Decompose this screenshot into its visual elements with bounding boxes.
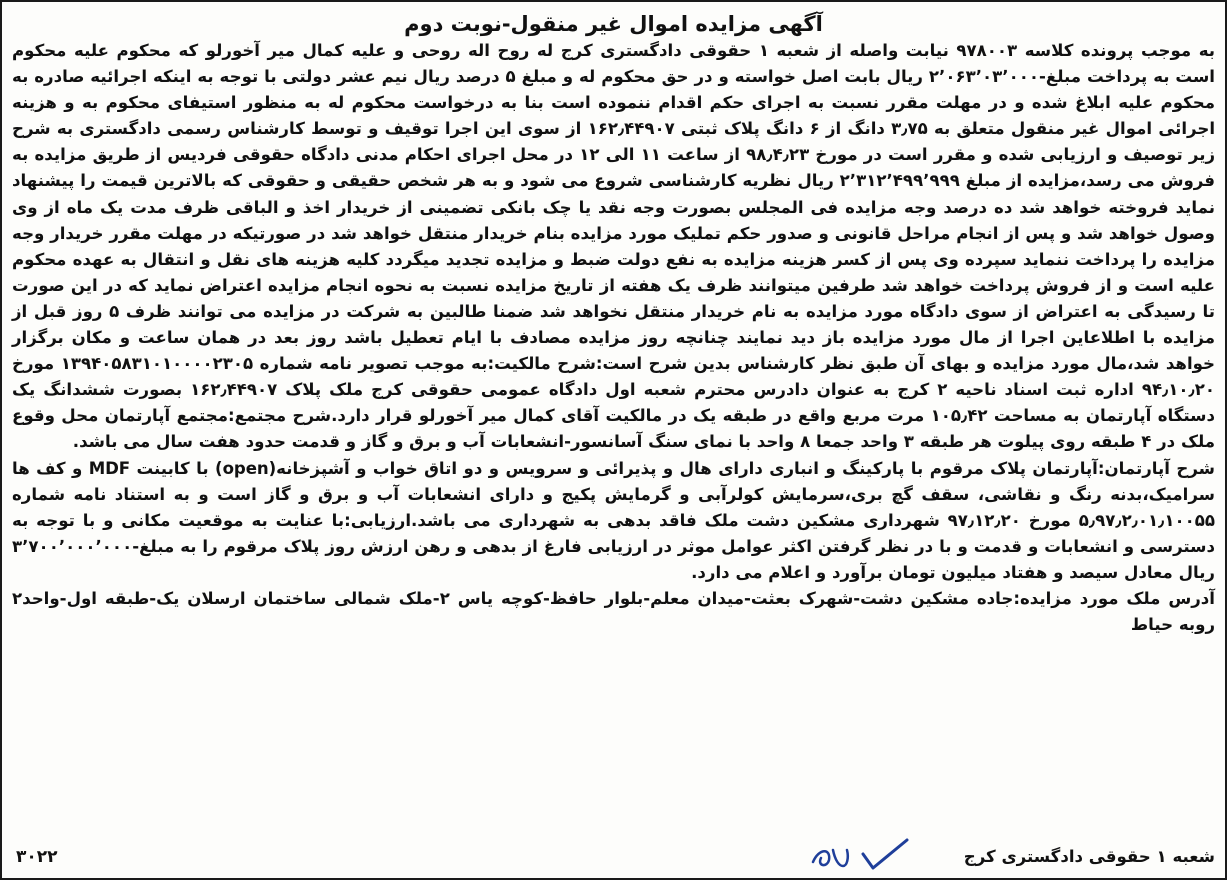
notice-paragraph-address: آدرس ملک مورد مزایده:جاده مشکین دشت-شهرک بعثت-میدان معلم-بلوار حافظ-کوچه یاس ۲-ملک شمالی ساختمان ارسلان یک-طبقه اول-واحد۲ روبه حیاط	[12, 588, 1215, 635]
notice-code: ۳۰۲۲	[16, 847, 58, 867]
notice-footer	[12, 842, 1215, 872]
issuer-label: شعبه ۱ حقوقی دادگستری کرج	[963, 847, 1215, 866]
signature-mark	[805, 836, 915, 872]
notice-body	[2, 38, 1225, 638]
notice-paragraph-apartment: شرح آپارتمان:آپارتمان پلاک مرقوم با پارکینگ و انباری دارای هال و پذیرائی و سرویس و دو اتاق خواب و آشپزخانه(open) با کابینت MDF و کف ها سرامیک،بدنه رنگ و نقاشی، سقف گچ بری،سرمایش کولرآبی و گرمایش پکیج و دارای انشعابات آب و برق و گاز است و به استناد نامه شماره ۵٫۹۷٫۲٫۰۱٫۱۰۰۵۵ مورخ ۹۷٫۱۲٫۲۰ شهرداری مشکین دشت ملک فاقد بدهی به شهرداری می باشد.ارزیابی:با عنایت به موقعیت مکانی و با توجه به دسترسی و انشعابات و قدمت و با در نظر گرفتن اکثر عوامل موثر در ارزیابی فارغ از بدهی و رهن ارزش روز پلاک مرقوم را به مبلغ-۳٬۷۰۰٬۰۰۰٬۰۰۰ ریال معادل سیصد و هفتاد میلیون تومان برآورد و اعلام می دارد.	[12, 458, 1215, 582]
notice-paragraph-main: به موجب پرونده کلاسه ۹۷۸۰۰۳ نیابت واصله از شعبه ۱ حقوقی دادگستری کرج له روح اله روحی و علیه کمال میر آخورلو که محکوم علیه محکوم است به پرداخت مبلغ-۲٬۰۶۳٬۰۳٬۰۰۰ ریال بابت اصل خواسته و در حق محکوم له و مبلغ ۵ درصد ریال نیم عشر دولتی با توجه به اینکه اجرائیه صادره به محکوم علیه ابلاغ شده و در مهلت مقرر نسبت به اجرای حکم اقدام ننموده است بنا به درخواست محکوم له به منظور استیفای محکوم به و هزینه اجرائی اموال غیر منقول متعلق به ۳٫۷۵ دانگ از ۶ دانگ پلاک ثبتی ۱۶۲٫۴۴۹۰۷ از سوی این اجرا توقیف و توسط کارشناس رسمی دادگستری به شرح زیر توصیف و ارزیابی شده و مقرر است در مورخ ۹۸٫۴٫۲۳ از ساعت ۱۱ الی ۱۲ در محل اجرای احکام مدنی دادگاه حقوقی فردیس از طریق مزایده به فروش می رسد،مزایده از مبلغ ۲٬۳۱۲٬۴۹۹٬۹۹۹ ریال نظریه کارشناسی شروع می شود و به هر شخص حقیقی و حقوقی که بالاترین قیمت را پیشنهاد نماید فروخته خواهد شد ده درصد وجه مزایده فی المجلس بصورت وجه نقد یا چک بانکی تضمینی از خریدار اخذ و الباقی ظرف مدت یک ماه از وی وصول خواهد شد و پس از انجام مراحل قانونی و صدور حکم تملیک مورد مزایده بنام خریدار منتقل خواهد شد در صورتیکه در مهلت مقرر خریدار وجه مزایده را پرداخت ننماید سپرده وی پس از کسر هزینه مزایده به نفع دولت ضبط و مزایده تجدید میگردد کلیه هزینه های نقل و انتقال به عهده محکوم علیه است و از فروش پرداخت خواهد شد طرفین میتوانند ظرف یک هفته از تاریخ مزایده نسبت به نحوه انجام مزایده اعتراض نماید که در این صورت تا رسیدگی به اعتراض از سوی دادگاه مورد مزایده به نام خریدار منتقل نخواهد شد ضمنا طالبین به شرکت در مزایده می توانند ظرف ۵ روز قبل از مزایده با اطلاعاین اجرا از مال مورد مزایده باز دید نمایند چنانچه روز مزایده مصادف با ایام تعطیل باشد روز بعد در همان ساعت و مکان برگزار خواهد شد،مال مورد مزایده و بهای آن طبق نظر کارشناس بدین شرح است:شرح مالکیت:به موجب تصویر نامه شماره ۱۳۹۴۰۵۸۳۱۰۱۰۰۰۰۲۳۰۵ مورخ ۹۴٫۱۰٫۲۰ اداره ثبت اسناد ناحیه ۲ کرج به عنوان دادرس محترم شعبه اول دادگاه عمومی حقوقی کرج ملک پلاک ۱۶۲٫۴۴۹۰۷ بصورت ششدانگ یک دستگاه آپارتمان به مساحت ۱۰۵٫۴۲ مرت مربع واقع در طبقه یک در مالکیت آقای کمال میر آخورلو قرار دارد.شرح مجتمع:مجتمع آپارتمان محل وقوع ملک در ۴ طبقه روی پیلوت هر طبقه ۳ واحد جمعا ۸ واحد با نمای سنگ آسانسور-انشعابات آب و برق و گاز و قدمت حدود هفت سال می باشد.	[12, 41, 1216, 452]
notice-title: آگهی مزایده اموال غیر منقول-نوبت دوم	[404, 12, 823, 36]
